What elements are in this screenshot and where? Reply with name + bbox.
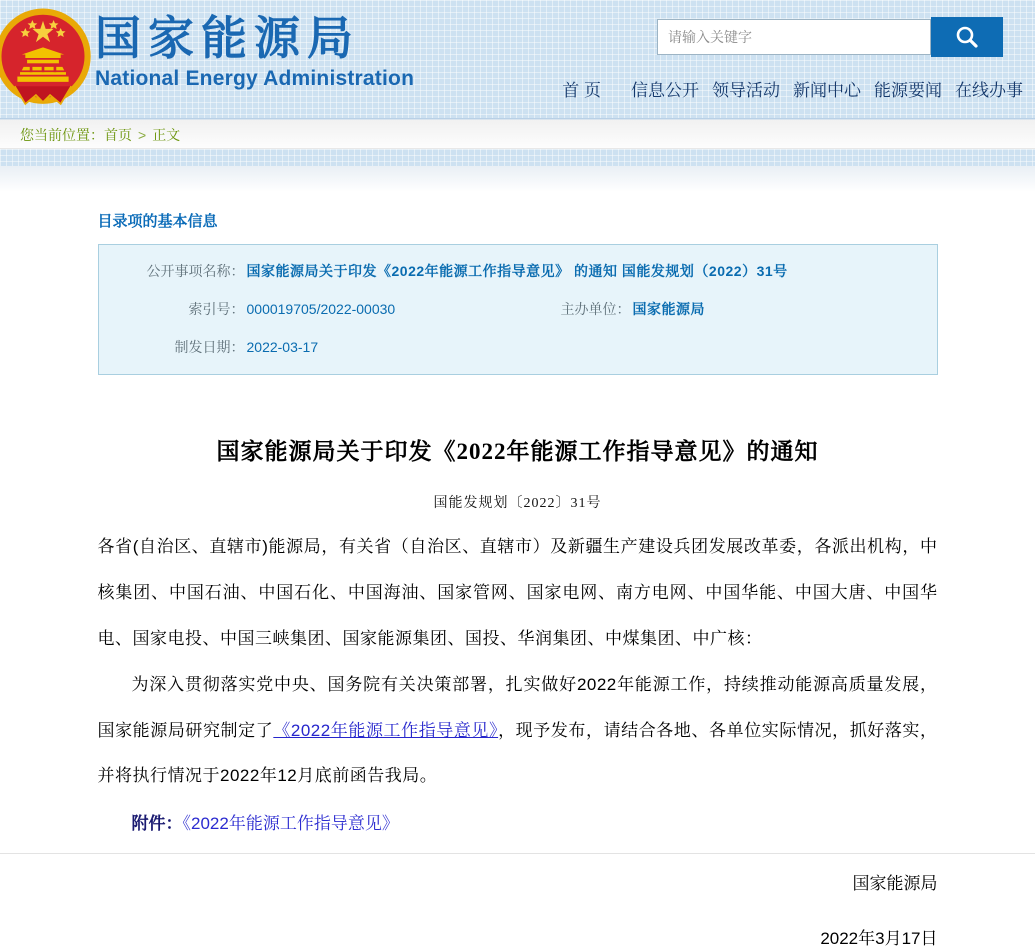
nav-item-leader-activities[interactable]: 领导活动	[712, 81, 780, 100]
field-label-issue-date: 制发日期：	[174, 339, 245, 355]
nav-item-online-services[interactable]: 在线办事	[955, 81, 1023, 100]
attachment-line	[98, 805, 938, 842]
info-row-index	[99, 290, 937, 328]
field-value-host-org: 国家能源局	[632, 301, 705, 317]
catalog-info-box	[98, 244, 938, 375]
site-titles	[95, 12, 414, 91]
content-fade	[0, 166, 1035, 192]
nav-item-energy-news[interactable]: 能源要闻	[874, 81, 942, 100]
attachment-label: 附件：	[131, 814, 183, 834]
field-value-issue-date: 2022-03-17	[246, 339, 319, 355]
main-nav	[562, 76, 1023, 101]
search-bar	[657, 17, 1003, 57]
document-title: 国家能源局关于印发《2022年能源工作指导意见》的通知	[216, 439, 819, 464]
paragraph-recipients: 各省(自治区、直辖市)能源局，有关省（自治区、直辖市）及新疆生产建设兵团发展改革委，各派出机构，中核集团、中国石油、中国石化、中国海油、国家管网、国家电网、南方电网、中国华能、中国大唐、中国华电、国家电投、中国三峡集团、国家能源集团、国投、华润集团、中煤集团、中广核：	[97, 537, 938, 648]
nav-item-news-center[interactable]: 新闻中心	[793, 81, 861, 100]
search-button[interactable]	[931, 17, 1003, 57]
guideline-inline-link[interactable]: 《2022年能源工作指导意见》	[273, 720, 499, 740]
search-icon	[954, 24, 980, 50]
catalog-heading: 目录项的基本信息	[97, 213, 218, 230]
field-value-index-number: 000019705/2022-00030	[246, 301, 396, 317]
field-label-host-org: 主办单位：	[560, 301, 631, 317]
attachment-link[interactable]: 《2022年能源工作指导意见》	[182, 814, 399, 834]
field-label-public-item-name: 公开事项名称：	[146, 263, 245, 279]
site-title-zh: 国家能源局	[95, 12, 360, 64]
nav-item-home[interactable]: 首 页	[562, 81, 601, 100]
paragraph-body-text-after: ，现予发布，请结合各地、各单位实际情况，抓好落实，并将执行情况于2022年12月底前函告我局。	[97, 720, 938, 786]
info-row-name	[99, 252, 937, 290]
info-row-issue-date	[99, 328, 937, 366]
article-content	[98, 192, 938, 949]
breadcrumb-separator: >	[138, 127, 147, 143]
nav-item-info-disclosure[interactable]: 信息公开	[631, 81, 699, 100]
document-date: 2022年3月17日	[820, 928, 938, 948]
paragraph-body-text-before: 为深入贯彻落实党中央、国务院有关决策部署，扎实做好2022年能源工作，持续推动能源高质量发展，国家能源局研究制定了	[97, 674, 938, 740]
field-value-public-item-name: 国家能源局关于印发《2022年能源工作指导意见》 的通知 国能发规划（2022）31号	[246, 263, 788, 279]
document-number: 国能发规划〔2022〕31号	[433, 496, 602, 511]
breadcrumb-current: 正文	[152, 127, 181, 143]
site-header	[0, 0, 1035, 119]
breadcrumb-home-link[interactable]: 首页	[104, 127, 132, 143]
decorative-strip	[0, 149, 1035, 166]
field-label-index-number: 索引号：	[188, 301, 245, 317]
signature: 国家能源局	[852, 873, 938, 893]
national-emblem-icon	[0, 5, 96, 111]
site-title-en: National Energy Administration	[95, 66, 415, 90]
search-input[interactable]	[657, 19, 931, 55]
breadcrumb	[0, 119, 1035, 149]
breadcrumb-prefix: 您当前位置：	[20, 127, 104, 143]
paragraph-body	[98, 662, 938, 800]
